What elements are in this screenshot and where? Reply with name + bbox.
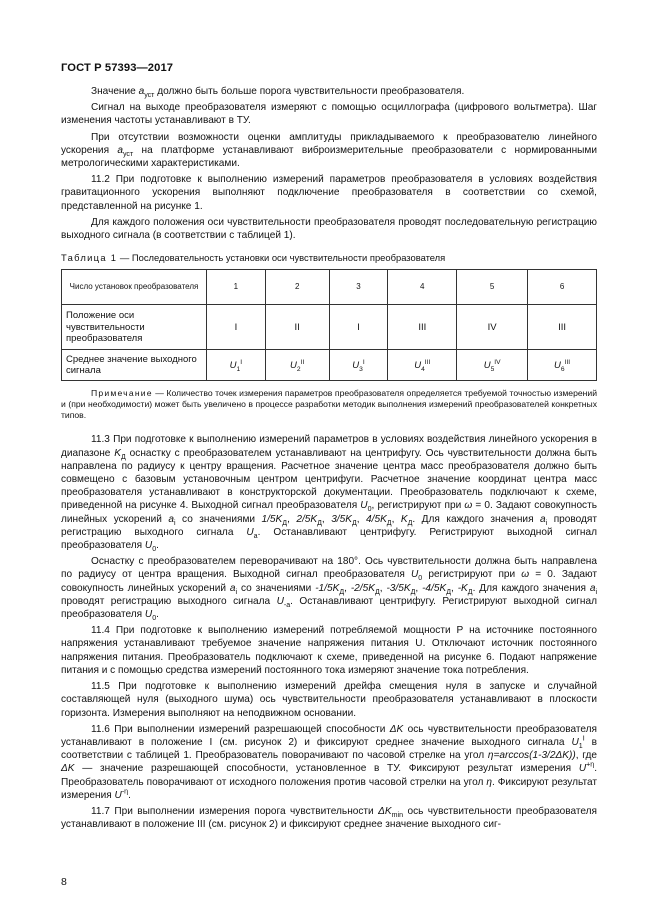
- table-cell: $U_4^{III}$: [388, 350, 457, 381]
- paragraph: Для каждого положения оси чувствительности преобразователя проводят последовательную регистрацию выходного сигнала (в соответствии с таблицей 1).: [61, 216, 597, 242]
- table-row-label: Положение оси чувствительности преобразователя: [62, 305, 207, 350]
- table-cell: $U_6^{III}$: [528, 350, 597, 381]
- table-cell: III: [388, 305, 457, 350]
- page-body: [61, 85, 597, 831]
- table-cell: III: [528, 305, 597, 350]
- table-cell: IV: [457, 305, 528, 350]
- table-header-cell: 1: [207, 270, 266, 305]
- table-cell: $U_1^I$: [207, 350, 266, 381]
- table-header-cell: 4: [388, 270, 457, 305]
- paragraph: 11.7 При выполнении измерения порога чувствительности $\Delta K_{min}$ ось чувствительности преобразователя устанавливают в положение III (см. рисунок 2) и фиксируют среднее значение выходного сиг-: [61, 805, 597, 831]
- table-row: [62, 350, 597, 381]
- table-header-label: Число установок преобразователя: [62, 270, 207, 305]
- table-row: [62, 305, 597, 350]
- table-row-label: Среднее значение выходного сигнала: [62, 350, 207, 381]
- table-header-row: [62, 270, 597, 305]
- table-caption: Таблица 1 — Последовательность установки оси чувствительности преобразователя: [61, 252, 446, 264]
- paragraph: Сигнал на выходе преобразователя измеряют с помощью осциллографа (цифрового вольтметра). Шаг изменения частоты устанавливают в ТУ.: [61, 102, 597, 127]
- table-cell: $U_3^I$: [329, 350, 388, 381]
- table-cell: II: [265, 305, 329, 350]
- table-note: Примечание — Количество точек измерения параметров преобразователя определяется требуемой точностью измерений и (при необходимости) может быть увеличено в процессе разработки методик выполнения измерений преобразователей конкретных типов.: [61, 388, 597, 421]
- paragraph: 11.2 При подготовке к выполнению измерений параметров преобразователя в условиях воздействия гравитационного ускорения выполняют подключение преобразователя в соответствии со схемой, представленной на рисунке 1.: [61, 174, 597, 212]
- paragraph: Оснастку с преобразователем переворачивают на 180°. Ось чувствительности должна быть направлена по радиусу от центра вращения. Выходной сигнал преобразователя $U_0$ регистрируют при ω = 0. Задают совокупность линейных ускорений $a_i$ со значениями $-1/5K_Д$, $-2/5K_Д$, $-3/5K_Д$, $-4/5K_Д$, $-K_Д$. Для каждого значения $a_i$ проводят регистрацию выходного сигнала $U_{-a}$. Останавливают центрифугу. Регистрируют выходной сигнал преобразователя $U_0$.: [61, 556, 598, 623]
- paragraph: 11.3 При подготовке к выполнению измерений параметров в условиях воздействия линейного ускорения в диапазоне $K_Д$ оснастку с преобразователем устанавливают на центрифугу. Ось чувствительности должна быть направлена по радиусу к центру вращения. Расчетное значение центра масс преобразователя должно быть совмещено с базовым установочным центром центрифуги. Расчетное значение координат центра масс преобразователя устанавливают в конструкторской документации. Преобразователь подключают к схеме, приведенной на рисунке 4. Выходной сигнал преобразователя $U_0$, регистрируют при ω = 0. Задают совокупность линейных ускорений $a_i$ со значениями $1/5K_Д$, $2/5K_Д$, $3/5K_Д$, $4/5K_Д$, $K_Д$. Для каждого значения $a_i$ проводят регистрацию выходного сигнала $U_a$. Останавливают центрифугу. Регистрируют выходной сигнал преобразователя $U_0$.: [61, 434, 598, 554]
- page-number: 8: [61, 876, 67, 888]
- table-header-cell: 6: [528, 270, 597, 305]
- paragraph: 11.5 При подготовке к выполнению измерений дрейфа смещения нуля в запуске и случайной составляющей нуля (выходного шума) ось чувствительности преобразователя устанавливают в плоскости горизонта. Измерения выполняют на неподвижном основании.: [61, 681, 597, 719]
- paragraph: 11.6 При выполнении измерений разрешающей способности ΔK ось чувствительности преобразователя устанавливают в положение I (см. рисунок 2) и фиксируют среднее значение выходного сигнала $U_1^I$ в соответствии с таблицей 1. Преобразователь поворачивают по часовой стрелке на угол η=arccos(1-3/2ΔK)), где ΔK — значение разрешающей способности, установленное в ТУ. Фиксируют результат измерения $U^{+\eta}$. Преобразователь поворачивают от исходного положения против часовой стрелки на угол η. Фиксируют результат измерения $U^{-\eta}$.: [61, 723, 597, 801]
- table-header-cell: 2: [265, 270, 329, 305]
- page-header: ГОСТ Р 57393—2017: [61, 62, 174, 74]
- table-cell: I: [329, 305, 388, 350]
- table-cell: I: [207, 305, 266, 350]
- sequence-table: [61, 269, 597, 381]
- table-header-cell: 3: [329, 270, 388, 305]
- table-cell: $U_5^{IV}$: [457, 350, 528, 381]
- table-header-cell: 5: [457, 270, 528, 305]
- paragraph: Значение $a_{уст}$ должно быть больше порога чувствительности преобразователя.: [91, 86, 465, 100]
- paragraph: 11.4 При подготовке к выполнению измерений потребляемой мощности P на источнике постоянного напряжения устанавливают требуемое значение напряжения питания U. Отключают источник постоянного напряжения питания. Преобразователь подключают к схеме, приведенной на рисунке 6. Подают напряжение питания и с помощью средства измерений постоянного тока измеряют значение тока потребления.: [61, 625, 597, 676]
- table-cell: $U_2^{II}$: [265, 350, 329, 381]
- paragraph: При отсутствии возможности оценки амплитуды прикладываемого к преобразователю линейного ускорения $a_{уст}$ на платформе устанавливают виброизмерительные преобразователи с нормированными метрологическими характеристиками.: [61, 131, 597, 170]
